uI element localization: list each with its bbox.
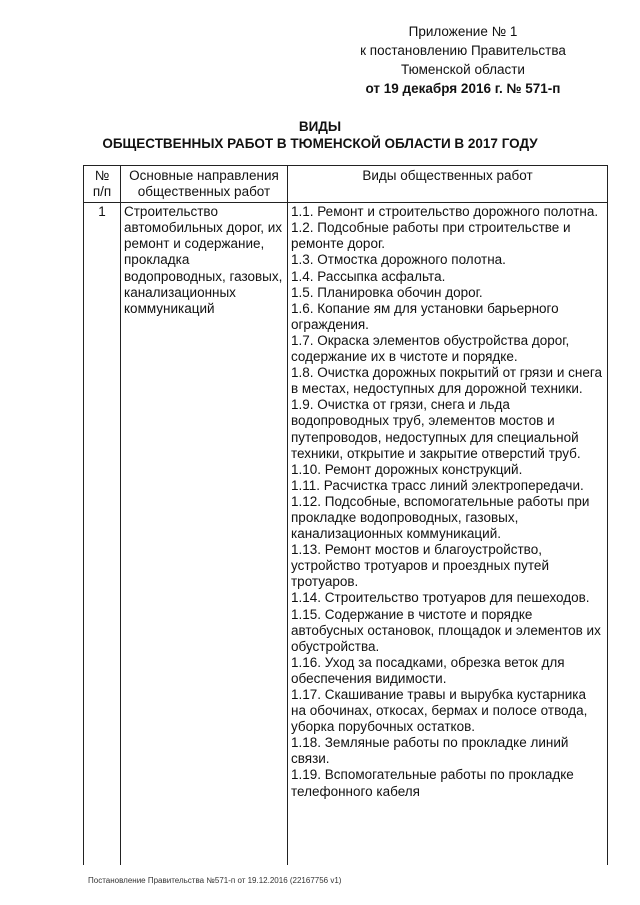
- work-type-item: 1.17. Скашивание травы и вырубка кустарника на обочинах, откосах, бермах и полосе отвода, уборка порубочных остатков.: [291, 687, 588, 735]
- work-type-item: 1.11. Расчистка трасс линий электропередачи.: [291, 477, 584, 493]
- header-types: Виды общественных работ: [288, 166, 608, 203]
- title-line-2: ОБЩЕСТВЕННЫХ РАБОТ В ТЮМЕНСКОЙ ОБЛАСТИ В 2017 ГОДУ: [102, 136, 538, 151]
- work-type-item: 1.1. Ремонт и строительство дорожного полотна.: [291, 204, 599, 220]
- work-type-item: 1.15. Содержание в чистоте и порядке автобусных остановок, площадок и элементов их обустройства.: [291, 606, 601, 654]
- work-type-item: 1.13. Ремонт мостов и благоустройство, устройство тротуаров и проездных путей тротуаров.: [291, 542, 549, 590]
- table-row: [84, 203, 608, 866]
- page-footer: Постановление Правительства №571-п от 19.12.2016 (22167756 v1): [88, 876, 342, 885]
- work-type-item: 1.4. Рассыпка асфальта.: [291, 268, 446, 284]
- appendix-date: от 19 декабря 2016 г. № 571-п: [365, 81, 561, 96]
- header-num: [84, 166, 121, 203]
- row-num: 1: [84, 203, 121, 866]
- work-type-item: 1.18. Земляные работы по прокладке линий связи.: [291, 735, 569, 767]
- work-type-item: 1.7. Окраска элементов обустройства дорог, содержание их в чистоте и порядке.: [291, 332, 570, 365]
- work-type-item: 1.19. Вспомогательные работы по прокладке телефонного кабеля: [291, 767, 574, 799]
- work-type-item: 1.10. Ремонт дорожных конструкций.: [291, 461, 523, 477]
- work-type-item: 1.5. Планировка обочин дорог.: [291, 284, 483, 300]
- work-type-item: 1.3. Отмостка дорожного полотна.: [291, 252, 506, 268]
- appendix-region: Тюменской области: [401, 62, 525, 77]
- header-direction: Основные направления общественных работ: [121, 166, 288, 203]
- header-num-line1: №: [94, 168, 110, 183]
- title-line-1: ВИДЫ: [298, 119, 342, 134]
- header-num-line2: п/п: [92, 184, 112, 200]
- work-types-list: [291, 204, 604, 799]
- row-direction: Строительство автомобильных дорог, их ремонт и содержание, прокладка водопроводных, газовых, канализационных коммуникаций: [121, 203, 288, 866]
- work-type-item: 1.9. Очистка от грязи, снега и льда водопроводных труб, элементов мостов и путепроводов, недоступных для специальной техники, открытие и закрытие отверстий труб.: [291, 397, 581, 461]
- appendix-number: Приложение № 1: [408, 24, 518, 39]
- work-type-item: 1.14. Строительство тротуаров для пешеходов.: [291, 590, 590, 606]
- appendix-ref: к постановлению Правительства: [360, 43, 566, 58]
- works-table: [83, 165, 608, 865]
- work-type-item: 1.16. Уход за посадками, обрезка веток для обеспечения видимости.: [291, 654, 565, 686]
- work-type-item: 1.2. Подсобные работы при строительстве и ремонте дорог.: [291, 220, 571, 252]
- work-type-item: 1.6. Копание ям для установки барьерного ограждения.: [291, 300, 559, 332]
- document-title: [0, 118, 640, 152]
- table-header-row: [84, 166, 608, 203]
- work-type-item: 1.12. Подсобные, вспомогательные работы при прокладке водопроводных, газовых, канализационных коммуникаций.: [291, 493, 590, 542]
- work-type-item: 1.8. Очистка дорожных покрытий от грязи и снега в местах, недоступных для дорожной техники.: [291, 365, 602, 397]
- appendix-block: [338, 22, 588, 98]
- row-types: [288, 203, 608, 866]
